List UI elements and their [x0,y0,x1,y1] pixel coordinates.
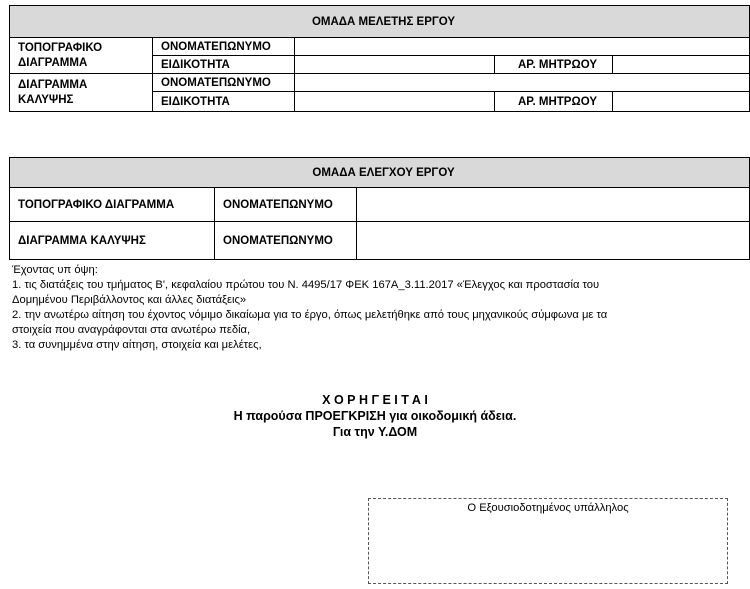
grant-line-1: Η παρούσα ΠΡΟΕΓΚΡΙΣΗ για οικοδομική άδεια. [233,409,517,423]
control-row-topographic-label: ΤΟΠΟΓΡΑΦΙΚΟ ΔΙΑΓΡΑΜΜΑ [10,188,215,222]
study-row-coverage-specialty-label: ΕΙΔΙΚΟΤΗΤΑ [153,92,295,112]
study-row-coverage-label: ΔΙΑΓΡΑΜΜΑ ΚΑΛΥΨΗΣ [10,74,153,112]
consideration-item-2-cont: στοιχεία που αναγράφονται στα ανωτέρω πεδία, [12,324,251,336]
consideration-item-1: 1. τις διατάξεις του τμήματος Β', κεφαλαίου πρώτου του Ν. 4495/17 ΦΕΚ 167Α_3.11.2017 «Έλεγχος και προστασία του [12,279,600,291]
grant-line-2: Για την Υ.ΔΟΜ [332,425,418,439]
study-row-topographic-registry-label: ΑΡ. ΜΗΤΡΩΟΥ [495,56,613,74]
signature-label: Ο Εξουσιοδοτημένος υπάλληλος [467,502,629,514]
signature-box[interactable] [368,498,728,584]
control-team-title: ΟΜΑΔΑ ΕΛΕΓΧΟΥ ΕΡΓΟΥ [10,158,750,188]
consideration-item-1-cont: Δομημένου Περιβάλλοντος και άλλες διατάξεις» [12,294,247,306]
study-row-coverage-registry-field[interactable] [613,92,750,112]
study-row-topographic-specialty-field[interactable] [295,56,495,74]
control-row-coverage-name-label: ΟΝΟΜΑΤΕΠΩΝΥΜΟ [215,222,357,260]
study-row-coverage-registry-label: ΑΡ. ΜΗΤΡΩΟΥ [495,92,613,112]
control-row-topographic-name-label: ΟΝΟΜΑΤΕΠΩΝΥΜΟ [215,188,357,222]
study-team-table [9,5,750,112]
considerations-intro: Έχοντας υπ όψη: [12,264,98,276]
study-row-topographic-registry-field[interactable] [613,56,750,74]
considerations-text [12,263,740,353]
control-team-table [9,157,750,260]
study-row-coverage-name-label: ΟΝΟΜΑΤΕΠΩΝΥΜΟ [153,74,295,92]
study-team-title: ΟΜΑΔΑ ΜΕΛΕΤΗΣ ΕΡΓΟΥ [10,6,750,38]
consideration-item-3: 3. τα συνημμένα στην αίτηση, στοιχεία και μελέτες, [12,339,262,351]
study-row-topographic-name-label: ΟΝΟΜΑΤΕΠΩΝΥΜΟ [153,38,295,56]
control-row-coverage-label: ΔΙΑΓΡΑΜΜΑ ΚΑΛΥΨΗΣ [10,222,215,260]
consideration-item-2: 2. την ανωτέρω αίτηση του έχοντος νόμιμο δικαίωμα για το έργο, όπως μελετήθηκε από τους μηχανικούς σύμφωνα με τα [12,309,608,321]
study-row-topographic-label: ΤΟΠΟΓΡΑΦΙΚΟ ΔΙΑΓΡΑΜΜΑ [10,38,153,74]
control-row-coverage-name-field[interactable] [357,222,750,260]
study-row-topographic-specialty-label: ΕΙΔΙΚΟΤΗΤΑ [153,56,295,74]
grant-heading: Χ Ο Ρ Η Γ Ε Ι Τ Α Ι [322,393,428,407]
study-row-coverage-name-field[interactable] [295,74,750,92]
study-row-coverage-specialty-field[interactable] [295,92,495,112]
study-row-topographic-name-field[interactable] [295,38,750,56]
control-row-topographic-name-field[interactable] [357,188,750,222]
